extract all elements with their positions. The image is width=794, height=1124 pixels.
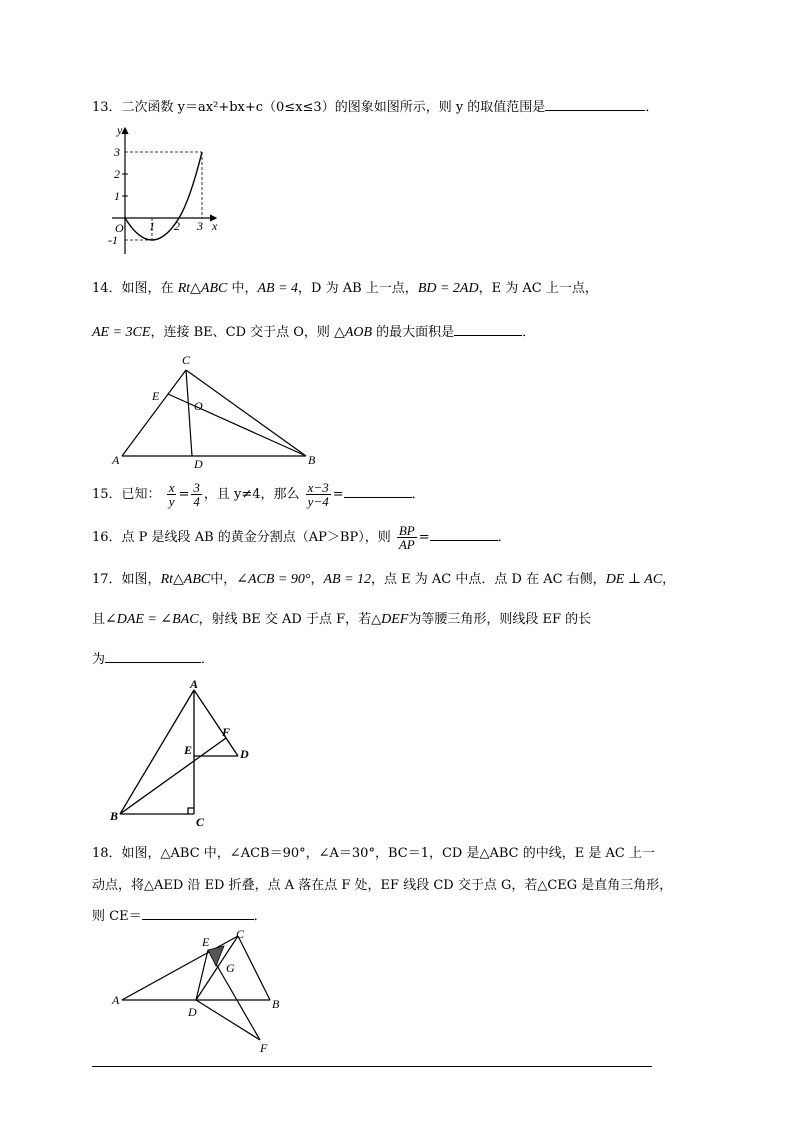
q13-end: ． <box>645 100 659 115</box>
q13-xtick-1: 1 <box>149 219 155 233</box>
q14-text-b: 中， <box>227 281 258 296</box>
q18-label-f: F <box>260 1041 268 1055</box>
q18-answer-blank[interactable] <box>142 907 254 920</box>
q13-xtick-2: 2 <box>174 219 180 233</box>
q17-angle-eq: ∠DAE = ∠BAC <box>105 612 199 627</box>
q14-answer-blank[interactable] <box>454 323 522 336</box>
q18-text-2: 动点，将△AED 沿 ED 折叠，点 A 落在点 F 处，EF 线段 CD 交于点 G，若△CEG 是直角三角形， <box>92 878 673 893</box>
q14-label-o: O <box>194 399 203 413</box>
q15-text-a: 已知： <box>121 487 161 502</box>
q17-triangle-figure <box>106 680 266 828</box>
q17-answer-blank[interactable] <box>105 650 201 663</box>
q13-text: 二次函数 y＝ax²+bx+c（0≤x≤3）的图象如图所示，则 y 的取值范围是 <box>121 100 546 115</box>
q15-eq2: = <box>332 487 344 502</box>
q17-text-f: 且 <box>92 612 106 627</box>
q13-parabola-graph <box>104 122 234 260</box>
q17-line-3 <box>92 650 214 669</box>
q16-line <box>92 523 511 553</box>
q14-aob: △AOB <box>334 325 373 340</box>
q15-fraction-34: $\frac{3}{4}$ <box>193 480 200 509</box>
q13-x-label: x <box>212 219 218 233</box>
q15-line <box>92 480 425 510</box>
q14-rt-abc: Rt△ABC <box>177 281 228 296</box>
q17-label-a: A <box>190 680 199 691</box>
q17-text-e: ， <box>662 572 676 587</box>
q14-label-d: D <box>194 457 203 471</box>
q15-text-b: ，且 y≠4，那么 <box>203 487 300 502</box>
q16-number: 16． <box>92 530 122 545</box>
q17-text-g: ，射线 BE 交 AD 于点 F，若△ <box>198 612 382 627</box>
q17-text-b: 中， <box>210 572 237 587</box>
q18-text-1: 如图，△ABC 中，∠ACB＝90°，∠A＝30°，BC＝1，CD 是△ABC 的中线，E 是 AC 上一 <box>121 846 655 861</box>
q17-label-b: B <box>110 809 119 823</box>
q14-label-b: B <box>308 453 316 467</box>
q14-ae-eq: AE = 3CE <box>92 325 151 340</box>
q13-ytick-neg1: -1 <box>108 233 118 247</box>
q14-label-e: E <box>152 389 160 403</box>
q14-label-a: A <box>112 453 120 467</box>
q17-number: 17． <box>92 572 122 587</box>
q17-text-h: 为等腰三角形，则线段 EF 的长 <box>408 612 592 627</box>
q17-text-c: ， <box>310 572 324 587</box>
q14-text-d: ，E 为 AC 上一点， <box>478 281 598 296</box>
q14-bd-eq: BD = 2AD <box>417 281 479 296</box>
q18-end: ． <box>253 909 267 924</box>
q18-shaded-triangle <box>208 946 224 966</box>
q18-line-1 <box>92 845 655 863</box>
q14-ab-eq: AB = 4 <box>257 281 299 296</box>
q18-label-e: E <box>202 935 210 949</box>
q17-line-2 <box>92 611 591 629</box>
q13-xtick-3: 3 <box>197 219 203 233</box>
q14-text-c: ，D 为 AB 上一点， <box>298 281 418 296</box>
q13-origin-label: O <box>115 221 124 235</box>
q18-label-c: C <box>236 928 245 941</box>
q17-text-i: 为 <box>92 652 106 667</box>
q15-number: 15． <box>92 487 122 502</box>
footer-divider <box>92 1066 652 1067</box>
q14-text-a: 如图，在 <box>121 281 178 296</box>
q14-number: 14． <box>92 281 122 296</box>
q14-text-f: 的最大面积是 <box>372 325 455 340</box>
q17-label-c: C <box>196 815 205 828</box>
q18-line-2 <box>92 877 672 895</box>
q13-answer-blank[interactable] <box>545 98 645 111</box>
q15-eq1: = <box>178 487 190 502</box>
q18-label-d: D <box>188 1005 197 1019</box>
q15-fraction-xy: $\frac{x}{y}$ <box>168 480 175 509</box>
q14-label-c: C <box>182 353 191 367</box>
q18-triangle-figure <box>108 928 298 1056</box>
q17-def: DEF <box>381 612 409 627</box>
q17-ab-eq: AB = 12 <box>323 572 372 587</box>
q16-answer-blank[interactable] <box>430 528 498 541</box>
q18-label-g: G <box>226 961 235 975</box>
q17-text-d: ，点 E 为 AC 中点．点 D 在 AC 右侧， <box>371 572 606 587</box>
q14-line-2 <box>92 323 535 342</box>
q18-text-3: 则 CE＝ <box>92 909 142 924</box>
q14-triangle-figure <box>108 352 328 472</box>
q17-label-e: E <box>184 743 193 757</box>
q13-number: 13． <box>92 100 122 115</box>
q14-line-1 <box>92 280 598 298</box>
q16-end: ． <box>497 530 511 545</box>
q14-end: ． <box>522 325 536 340</box>
q17-angle-acb: ∠ACB = 90° <box>236 572 311 587</box>
q13-parabola-curve <box>125 152 202 240</box>
q14-text-e: ，连接 BE、CD 交于点 O，则 <box>150 325 335 340</box>
q16-text: 点 P 是线段 AB 的黄金分割点（AP＞BP），则 <box>121 530 391 545</box>
q15-answer-blank[interactable] <box>344 485 412 498</box>
q18-number: 18． <box>92 846 122 861</box>
q16-eq: = <box>418 530 430 545</box>
q13-ytick-1: 1 <box>114 189 120 203</box>
q13-ytick-2: 2 <box>114 167 120 181</box>
q17-label-f: F <box>222 725 231 739</box>
q17-line-1 <box>92 571 675 589</box>
q13-line <box>92 98 658 117</box>
q16-fraction: $\frac{BP}{AP}$ <box>398 523 415 552</box>
q17-label-d: D <box>240 747 249 761</box>
q15-end: ． <box>411 487 425 502</box>
q17-rt-abc: Rt△ABC <box>160 572 211 587</box>
q18-label-a: A <box>112 993 120 1007</box>
q18-label-b: B <box>272 997 280 1011</box>
q13-y-label: y <box>117 123 123 137</box>
q17-text-a: 如图， <box>121 572 161 587</box>
q13-ytick-3: 3 <box>114 145 120 159</box>
q17-end: ． <box>201 652 215 667</box>
q18-line-3 <box>92 907 267 926</box>
q15-fraction-target: $\frac{x-3}{y-4}$ <box>307 480 329 509</box>
q17-perp: DE ⊥ AC <box>605 572 663 587</box>
